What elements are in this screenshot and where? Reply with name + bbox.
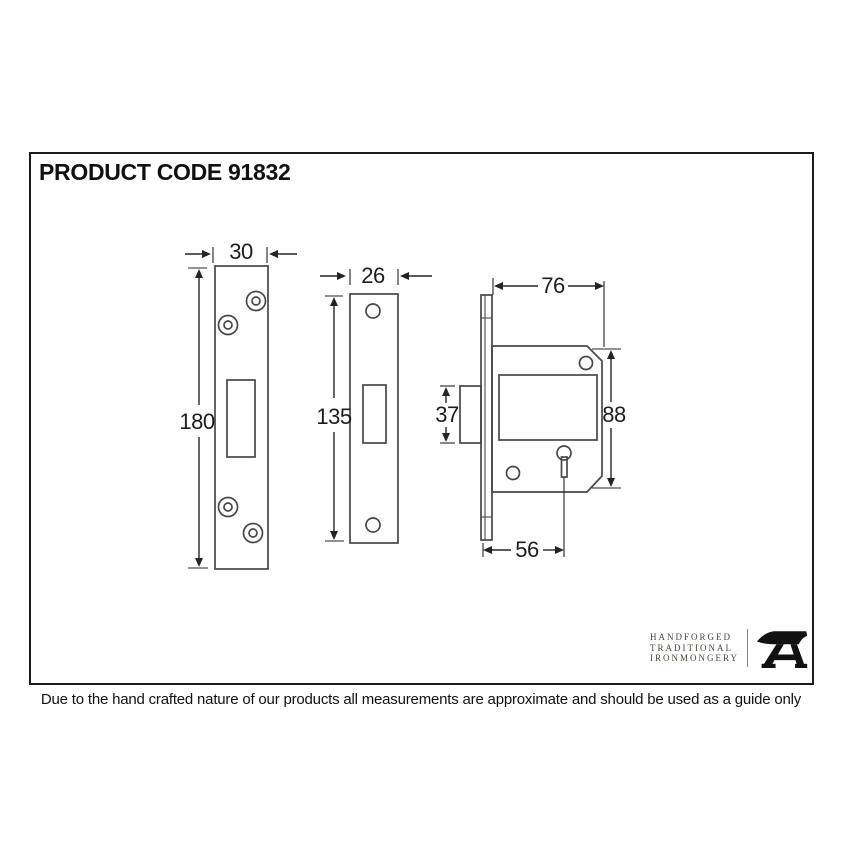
faceplate-drawing [300,245,440,565]
logo-divider [747,629,748,667]
strike-plate-outline [215,266,268,569]
strike-plate-height-label: 180 [179,409,215,434]
lock-body-outline [460,295,602,540]
lock-body-depth-label: 76 [541,273,565,298]
faceplate-outline [350,294,398,543]
brand-line-1: HANDFORGED [650,632,733,643]
strike-plate-dimensions [185,247,297,568]
strike-plate-width-label: 30 [229,239,253,264]
faceplate-height-label: 135 [316,404,352,429]
measurement-disclaimer: Due to the hand crafted nature of our products all measurements are approximate and should be used as a guide only [40,691,802,708]
strike-plate-drawing [160,235,305,585]
lock-body-backset-label: 56 [515,537,539,562]
faceplate-width-label: 26 [361,263,385,288]
brand-logo [650,620,808,676]
lock-body-drawing [425,265,640,565]
lock-body-bolt-label: 37 [435,402,459,427]
brand-logo-text [650,632,747,664]
lock-body-dimensions [440,278,621,557]
anvil-icon [756,625,808,671]
brand-line-2: TRADITIONAL [650,642,733,653]
brand-line-3: IRONMONGERY [650,653,740,664]
lock-body-height-label: 88 [602,402,626,427]
product-code-title: PRODUCT CODE 91832 [39,159,291,185]
